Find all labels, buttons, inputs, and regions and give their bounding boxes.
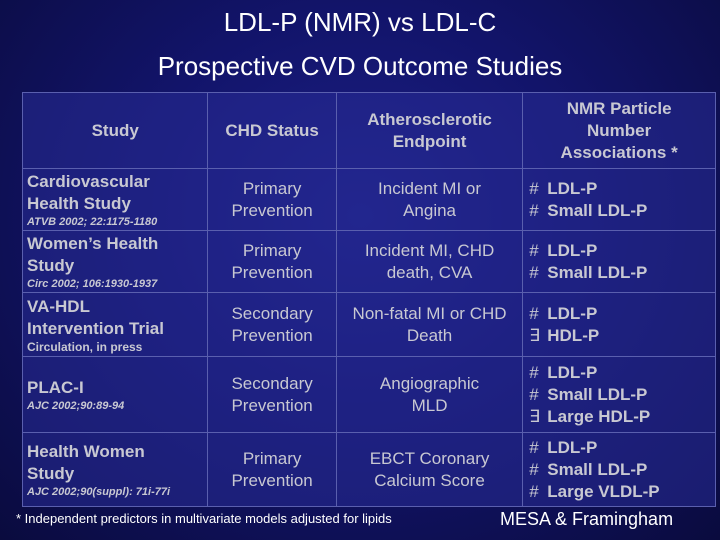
chd-status-cell: Secondary Prevention bbox=[208, 357, 336, 433]
study-cell: PLAC-I AJC 2002;90:89-94 bbox=[23, 357, 208, 433]
endpoint-cell: EBCT Coronary Calcium Score bbox=[336, 433, 522, 507]
endpoint-cell: Incident MI, CHD death, CVA bbox=[336, 231, 522, 293]
table-row bbox=[23, 231, 716, 293]
table-row bbox=[23, 357, 716, 433]
chd-status-cell: Primary Prevention bbox=[208, 231, 336, 293]
table-row bbox=[23, 433, 716, 507]
table-row bbox=[23, 293, 716, 357]
footnote: * Independent predictors in multivariate models adjusted for lipids bbox=[16, 511, 392, 526]
associations-cell: # LDL-P # Small LDL-P ∃ Large HDL-P bbox=[523, 357, 716, 433]
endpoint-cell: Incident MI or Angina bbox=[336, 169, 522, 231]
endpoint-cell: Angiographic MLD bbox=[336, 357, 522, 433]
header-endpoint: Atherosclerotic Endpoint bbox=[336, 93, 522, 169]
associations-cell: # LDL-P # Small LDL-P # Large VLDL-P bbox=[523, 433, 716, 507]
mesa-framingham-note: MESA & Framingham bbox=[500, 509, 674, 529]
associations-cell: # LDL-P # Small LDL-P bbox=[523, 169, 716, 231]
slide-title-line1: LDL-P (NMR) vs LDL-C bbox=[223, 7, 497, 37]
chd-status-cell: Primary Prevention bbox=[208, 433, 336, 507]
chd-status-cell: Primary Prevention bbox=[208, 169, 336, 231]
study-cell: Cardiovascular Health Study ATVB 2002; 22:1175-1180 bbox=[23, 169, 208, 231]
header-chd-status: CHD Status bbox=[208, 93, 336, 169]
study-cell: VA-HDL Intervention Trial Circulation, in press bbox=[23, 293, 208, 357]
study-cell: Health Women Study AJC 2002;90(suppl): 71i-77i bbox=[23, 433, 208, 507]
header-study: Study bbox=[23, 93, 208, 169]
associations-cell: # LDL-P # Small LDL-P bbox=[523, 231, 716, 293]
slide-title-line2: Prospective CVD Outcome Studies bbox=[157, 51, 563, 81]
associations-cell: # LDL-P ∃ HDL-P bbox=[523, 293, 716, 357]
header-nmr-associations: NMR Particle Number Associations * bbox=[523, 93, 716, 169]
study-cell: Women’s Health Study Circ 2002; 106:1930-1937 bbox=[23, 231, 208, 293]
endpoint-cell: Non-fatal MI or CHD Death bbox=[336, 293, 522, 357]
table-row bbox=[23, 169, 716, 231]
chd-status-cell: Secondary Prevention bbox=[208, 293, 336, 357]
studies-table bbox=[22, 92, 716, 507]
table-header-row bbox=[23, 93, 716, 169]
